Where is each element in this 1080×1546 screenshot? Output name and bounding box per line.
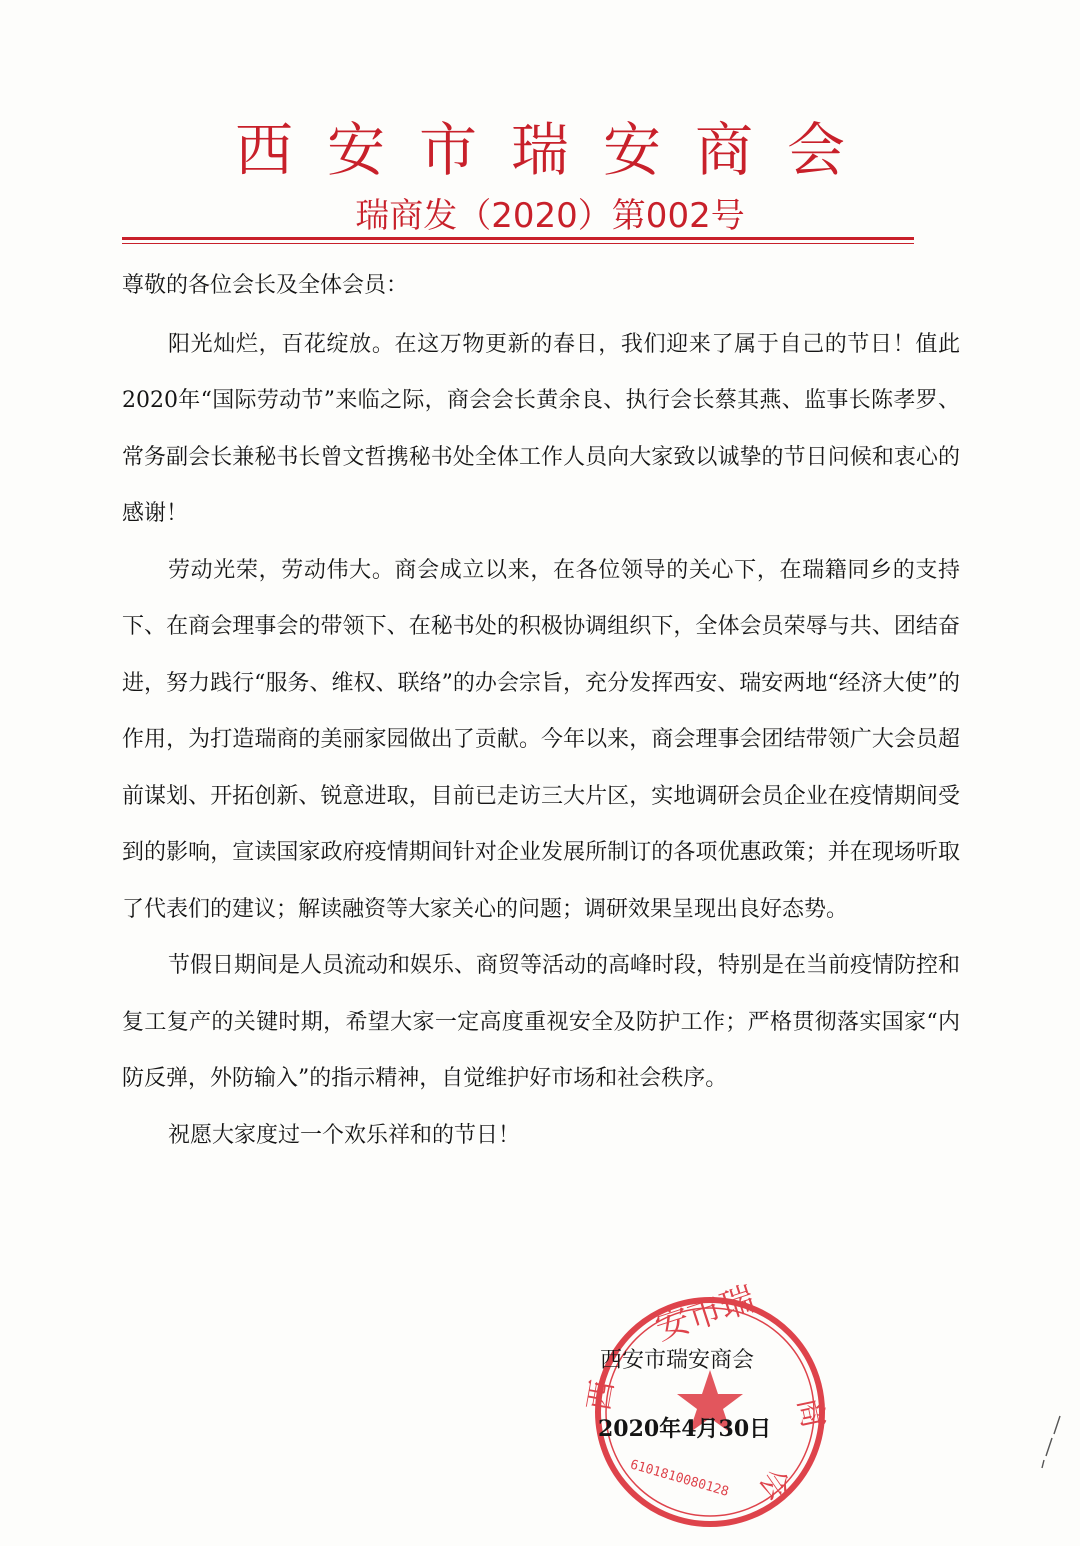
signature-org: 西安市瑞安商会: [600, 1348, 755, 1373]
official-seal-stamp: [581, 1278, 831, 1532]
letterhead-rule-thin: [122, 243, 914, 244]
paragraph-1: 阳光灿烂，百花绽放。在这万物更新的春日，我们迎来了属于自己的节日！值此2020年“国际劳动节”来临之际，商会会长黄余良、执行会长蔡其燕、监事长陈孝罗、常务副会长兼秘书长曾文哲携秘书处全体工作人员向大家致以诚挚的节日问候和衷心的感谢！: [122, 331, 960, 526]
seal-text-bottom-right: 会: [751, 1462, 798, 1508]
seal-serial-number: 6101810080128: [628, 1457, 731, 1500]
seal-text-left: 西: [581, 1377, 622, 1414]
letterhead-rule-thick: [122, 237, 914, 240]
paragraph-3: 节假日期间是人员流动和娱乐、商贸等活动的高峰时段，特别是在当前疫情防控和复工复产的关键时期，希望大家一定高度重视安全及防护工作；严格贯彻落实国家“内防反弹，外防输入”的指示精神，自觉维护好市场和社会秩序。: [122, 953, 961, 1091]
scan-artifact-mark: [1036, 1412, 1066, 1472]
seal-text-right: 商: [790, 1394, 831, 1432]
letterhead-org-name: 西安市瑞安商会: [234, 116, 879, 184]
document-number: 瑞商发（2020）第002号: [355, 196, 745, 236]
salutation: 尊敬的各位会长及全体会员：: [122, 273, 409, 298]
letter-body: [122, 258, 960, 1164]
closing-wish: 祝愿大家度过一个欢乐祥和的节日！: [168, 1122, 521, 1148]
seal-text-top: 安市瑞: [650, 1278, 760, 1349]
signature-date: 2020年4月30日: [598, 1416, 772, 1442]
paragraph-2: 劳动光荣，劳动伟大。商会成立以来，在各位领导的关心下，在瑞籍同乡的支持下、在商会理事会的带领下、在秘书处的积极协调组织下，全体会员荣辱与共、团结奋进，努力践行“服务、维权、联络”的办会宗旨，充分发挥西安、瑞安两地“经济大使”的作用，为打造瑞商的美丽家园做出了贡献。今年以来，商会理事会团结带领广大会员超前谋划、开拓创新、锐意进取，目前已走访三大片区，实地调研会员企业在疫情期间受到的影响，宣读国家政府疫情期间针对企业发展所制订的各项优惠政策；并在现场听取了代表们的建议；解读融资等大家关心的问题；调研效果呈现出良好态势。: [122, 557, 960, 922]
